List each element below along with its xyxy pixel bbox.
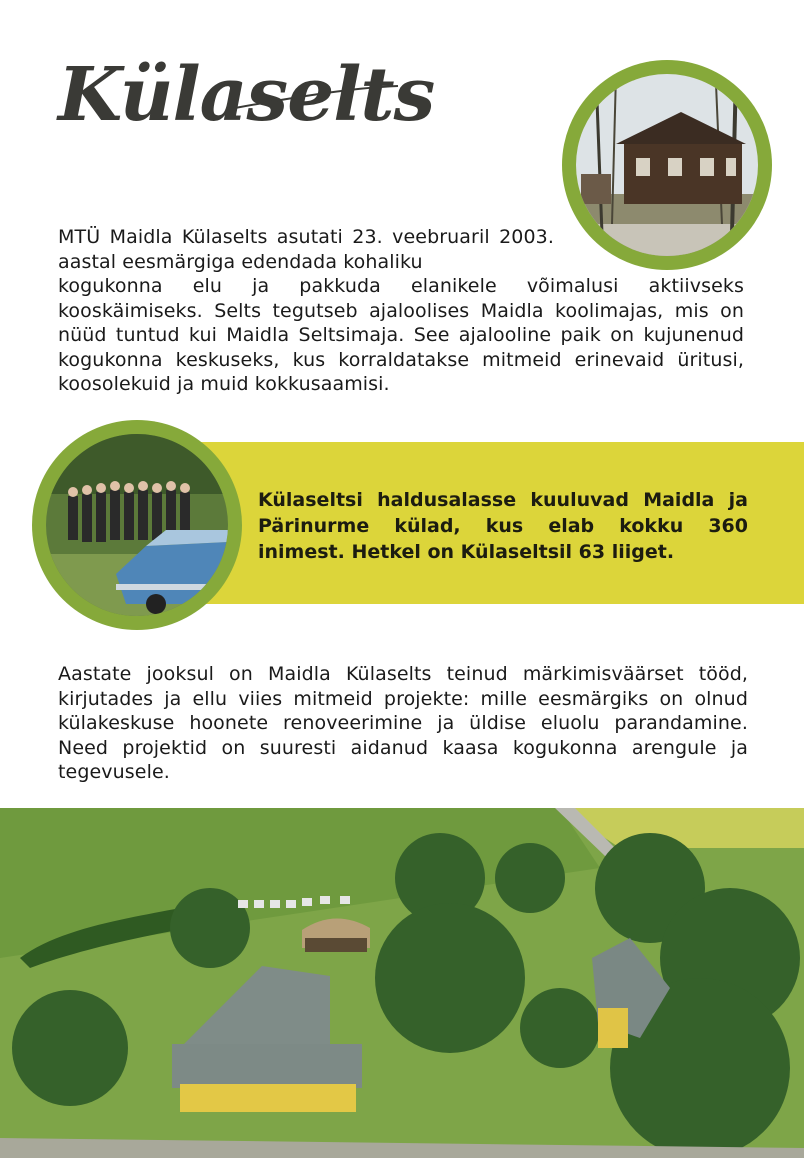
projects-paragraph: Aastate jooksul on Maidla Külaselts teinud märkimisväärset tööd, kirjutades ja ellu viies mitmeid projekte: mille eesmärgiks on olnud külakeskuse hoonete renoveerimine ja üldise eluolu parandamine. Need projektid on suuresti aidanud kaasa kogukonna arengule ja tegevusele. <box>58 663 748 783</box>
schoolhouse-photo <box>576 74 758 256</box>
intro-paragraph-start: MTÜ Maidla Külaselts asutati 23. veebruaril 2003. aastal eesmärgiga edendada kohaliku <box>58 226 554 273</box>
group-photo-frame <box>32 420 242 630</box>
aerial-photo <box>0 808 804 1158</box>
title-swash-decoration <box>230 68 400 118</box>
intro-paragraph-rest: kogukonna elu ja pakkuda elanikele võimalusi aktiivseks kooskäimiseks. Selts tegutseb ajaloolises Maidla koolimajas, mis on nüüd tuntud kui Maidla Seltsimaja. See ajalooline paik on kujunenud kogukonna keskuseks, kus korraldatakse mitmeid erinevaid üritusi, koosolekuid ja muid kokkusaamisi. <box>58 275 744 395</box>
schoolhouse-photo-frame <box>562 60 772 270</box>
group-photo <box>46 434 228 616</box>
page-title: Külaselts <box>58 52 435 138</box>
highlight-text: Külaseltsi haldusalasse kuuluvad Maidla ja Pärinurme külad, kus elab kokku 360 inimest. Hetkel on Külaseltsil 63 liiget. <box>258 489 748 563</box>
